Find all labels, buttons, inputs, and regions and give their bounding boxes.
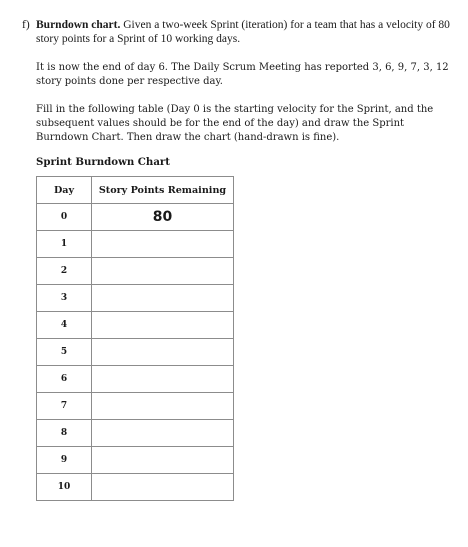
points-cell[interactable] <box>92 474 234 501</box>
table-row <box>37 231 234 258</box>
table-row <box>37 366 234 393</box>
points-cell[interactable] <box>92 312 234 339</box>
question-f <box>22 18 452 46</box>
question-label: f) <box>22 19 30 31</box>
question-body <box>36 18 452 46</box>
points-cell[interactable] <box>92 447 234 474</box>
day-cell: 0 <box>37 204 92 231</box>
points-cell[interactable] <box>92 339 234 366</box>
table-row <box>37 393 234 420</box>
table-row <box>37 447 234 474</box>
day-cell: 4 <box>37 312 92 339</box>
table-header-row <box>37 177 234 204</box>
table-row <box>37 474 234 501</box>
table-row <box>37 420 234 447</box>
points-cell[interactable] <box>92 393 234 420</box>
instructions-paragraph: Fill in the following table (Day 0 is the starting velocity for the Sprint, and the subsequent values should be for the end of the day) and draw the Sprint Burndown Chart. Then draw the chart (hand-drawn is fine). <box>36 104 434 143</box>
day-cell: 1 <box>37 231 92 258</box>
points-cell[interactable] <box>92 258 234 285</box>
table-row <box>37 285 234 312</box>
day-cell: 2 <box>37 258 92 285</box>
day-cell: 9 <box>37 447 92 474</box>
points-cell[interactable]: 80 <box>92 204 234 231</box>
table-heading: Sprint Burndown Chart <box>36 156 170 168</box>
table-row <box>37 258 234 285</box>
burndown-table <box>36 176 234 501</box>
question-title: Burndown chart. <box>36 19 121 31</box>
points-cell[interactable] <box>92 285 234 312</box>
table-row <box>37 204 234 231</box>
points-column-header: Story Points Remaining <box>92 177 234 204</box>
table-row <box>37 312 234 339</box>
day-cell: 3 <box>37 285 92 312</box>
day-cell: 5 <box>37 339 92 366</box>
day-cell: 10 <box>37 474 92 501</box>
question-text: Given a two-week Sprint (iteration) for a team that has a velocity of 80 story points for a Sprint of 10 working days. <box>36 19 450 45</box>
day-cell: 8 <box>37 420 92 447</box>
day-cell: 7 <box>37 393 92 420</box>
day-cell: 6 <box>37 366 92 393</box>
day-column-header: Day <box>37 177 92 204</box>
table-row <box>37 339 234 366</box>
points-cell[interactable] <box>92 231 234 258</box>
status-paragraph: It is now the end of day 6. The Daily Scrum Meeting has reported 3, 6, 9, 7, 3, 12 story points done per respective day. <box>36 62 449 87</box>
points-cell[interactable] <box>92 420 234 447</box>
points-cell[interactable] <box>92 366 234 393</box>
